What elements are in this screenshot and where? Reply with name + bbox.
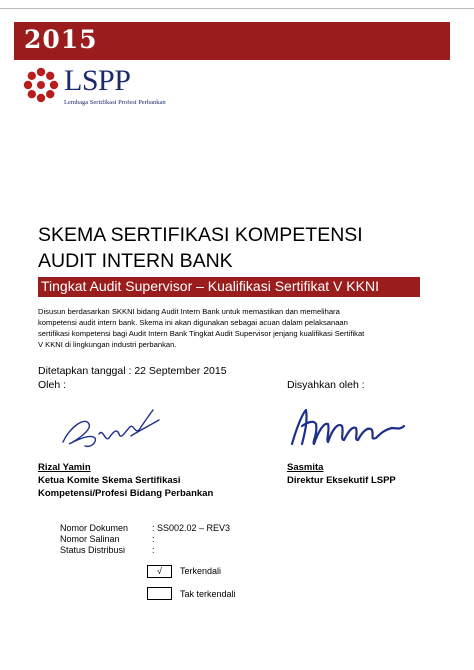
document-title	[38, 222, 438, 274]
description-line: V KKNI di lingkungan industri perbankan.	[38, 340, 177, 349]
approved-by-label: Disyahkan oleh :	[287, 379, 365, 391]
copy-number-row	[60, 534, 230, 545]
signature-right	[288, 404, 408, 450]
signer-left-title: Ketua Komite Skema Sertifikasi	[38, 475, 181, 486]
logo-subtitle: Lembaga Sertifikasi Profesi Perbankan	[64, 99, 166, 106]
uncontrolled-label: Tak terkendali	[180, 589, 236, 599]
distribution-row	[60, 545, 230, 556]
doc-number-row	[60, 523, 230, 534]
controlled-checkbox[interactable]: √	[147, 565, 172, 578]
logo-text: LSPP	[64, 64, 131, 97]
signer-left-title-2: Kompetensi/Profesi Bidang Perbankan	[38, 488, 214, 499]
signer-right-title: Direktur Eksekutif LSPP	[287, 475, 396, 486]
year-text: 2015	[24, 25, 98, 54]
description-line: sertifikasi kompetensi bagi Audit Intern Bank Tingkat Audit Supervisor jenjang kualifikasi Sertifikat	[38, 329, 365, 338]
signer-left-name: Rizal Yamin	[38, 462, 91, 473]
signer-right-name: Sasmita	[287, 462, 324, 473]
distribution-value: :	[152, 545, 155, 555]
description-paragraph	[38, 306, 434, 350]
title-line-1: SKEMA SERTIFIKASI KOMPETENSI	[38, 224, 363, 246]
lspp-flower-icon	[22, 66, 60, 104]
uncontrolled-checkbox[interactable]	[147, 587, 172, 600]
description-line: Disusun berdasarkan SKKNI bidang Audit Intern Bank untuk memastikan dan memelihara	[38, 307, 340, 316]
date-label: Ditetapkan tanggal : 22 September 2015	[38, 365, 227, 377]
top-rule	[0, 8, 474, 9]
description-line: kompetensi audit intern bank. Skema ini akan digunakan sebagai acuan dalam pelaksanaan	[38, 318, 348, 327]
document-info	[60, 523, 230, 556]
subtitle-text: Tingkat Audit Supervisor – Kualifikasi Sertifikat V KKNI	[41, 278, 379, 294]
doc-number-label: Nomor Dokumen	[60, 523, 129, 533]
lspp-logo	[22, 64, 166, 116]
title-line-2: AUDIT INTERN BANK	[38, 250, 233, 272]
year-banner	[14, 22, 450, 60]
doc-number-value: : SS002.02 – REV3	[152, 523, 231, 533]
distribution-label: Status Distribusi	[60, 545, 126, 555]
by-label: Oleh :	[38, 379, 67, 391]
subtitle-bar	[38, 277, 420, 297]
signer-right	[287, 461, 396, 487]
signature-left	[55, 398, 175, 458]
signer-left	[38, 461, 213, 500]
controlled-label: Terkendali	[180, 566, 222, 576]
copy-number-label: Nomor Salinan	[60, 534, 120, 544]
copy-number-value: :	[152, 534, 155, 544]
